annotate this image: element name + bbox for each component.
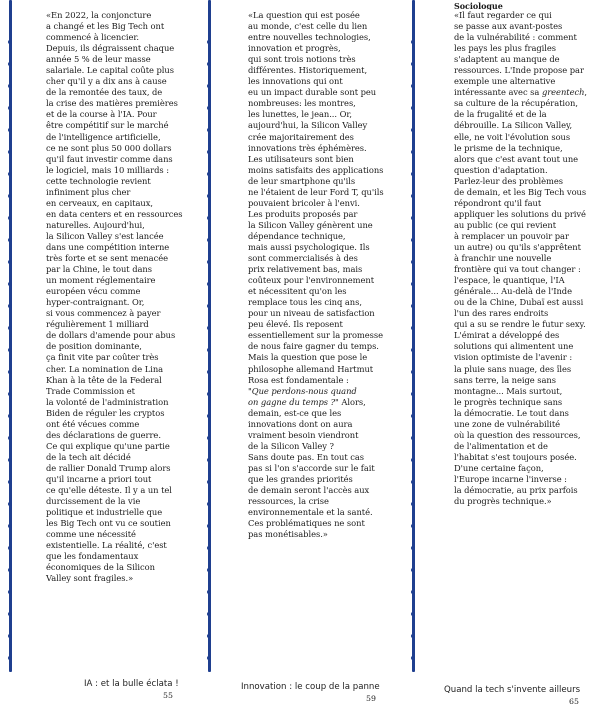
margin-dot bbox=[411, 568, 415, 572]
margin-dot bbox=[8, 590, 12, 594]
text-line: à franchir une nouvelle bbox=[454, 253, 552, 264]
margin-dot bbox=[8, 194, 12, 198]
text-line: le progrès technique sans bbox=[454, 396, 563, 407]
text-line: et de la course à l'IA. Pour bbox=[46, 109, 157, 120]
text-line: si vous commencez à payer bbox=[46, 308, 161, 319]
text-line: vision optimiste de l'avenir : bbox=[454, 352, 573, 363]
text-line: qu'il incarne a priori tout bbox=[46, 473, 152, 484]
text-line: pas si l'on s'accorde sur le fait bbox=[248, 462, 375, 473]
text-line: appliquer les solutions du privé bbox=[454, 208, 586, 219]
margin-dot bbox=[207, 458, 211, 462]
text-line: philosophe allemand Hartmut bbox=[248, 363, 374, 374]
margin-dot bbox=[207, 656, 211, 660]
text-line: prix relativement bas, mais bbox=[248, 264, 363, 275]
text-line: Trade Commission et bbox=[46, 385, 135, 396]
margin-dot bbox=[411, 62, 415, 66]
margin-dot bbox=[411, 304, 415, 308]
text-line: ressources. L'Inde propose par bbox=[454, 65, 584, 76]
margin-dot bbox=[8, 304, 12, 308]
article-column-2 bbox=[248, 10, 384, 540]
margin-dot bbox=[8, 568, 12, 572]
text-line: de l'alimentation et de bbox=[454, 440, 548, 451]
text-line: de dollars d'amende pour abus bbox=[46, 330, 176, 341]
margin-dot bbox=[207, 590, 211, 594]
text-line: crée majoritairement des bbox=[248, 131, 354, 142]
column-3-header-fragment: Sociologue bbox=[454, 1, 503, 10]
margin-dot bbox=[8, 370, 12, 374]
text-line: de demain, et les Big Tech vous bbox=[454, 186, 587, 197]
text-line: la volonté de l'administration bbox=[46, 396, 169, 407]
text-line: au monde, c'est celle du lien bbox=[248, 21, 368, 32]
margin-dot bbox=[8, 634, 12, 638]
text-line: le prisme de la technique, bbox=[454, 142, 563, 153]
text-line: l'habitat s'est toujours posée. bbox=[454, 451, 577, 462]
text-line: en data centers et en ressources bbox=[46, 208, 183, 219]
text-line: les lunettes, le jean... Or, bbox=[248, 109, 353, 120]
margin-dot bbox=[207, 634, 211, 638]
text-line: peu élevé. Ils reposent bbox=[248, 319, 343, 330]
text-line: des déclarations de guerre. bbox=[46, 429, 161, 440]
margin-dot bbox=[411, 40, 415, 44]
margin-dot bbox=[8, 150, 12, 154]
margin-dot bbox=[411, 392, 415, 396]
text-line: ce qu'elle déteste. Il y a un tel bbox=[46, 485, 172, 496]
text-line: Valley sont fragiles.» bbox=[46, 573, 134, 584]
text-line: se passe aux avant-postes bbox=[454, 21, 563, 32]
margin-dot bbox=[411, 260, 415, 264]
text-line: durcissement de la vie bbox=[46, 496, 141, 507]
text-line: le logiciel, mais 10 milliards : bbox=[46, 164, 170, 175]
text-line: innovations dont on aura bbox=[248, 418, 353, 429]
text-line: moins satisfaits des applications bbox=[248, 164, 384, 175]
text-line: exemple une alternative bbox=[454, 76, 556, 87]
text-line: et nécessitent qu'on les bbox=[248, 286, 347, 297]
margin-dot bbox=[207, 348, 211, 352]
text-line: de demain seront l'accès aux bbox=[248, 485, 370, 496]
text-line: qu'il faut investir comme dans bbox=[46, 153, 173, 164]
text-line: Sans doute pas. En tout cas bbox=[248, 451, 365, 462]
margin-dot bbox=[207, 546, 211, 550]
text-line: être compétitif sur le marché bbox=[46, 120, 169, 131]
text-line: les Big Tech ont vu ce soutien bbox=[46, 518, 171, 529]
margin-dot bbox=[8, 84, 12, 88]
margin-dot bbox=[8, 502, 12, 506]
text-line: de la vulnérabilité : comment bbox=[454, 32, 577, 43]
text-line: intéressante avec sa greentech, bbox=[454, 87, 588, 98]
text-line: ont été vécues comme bbox=[46, 418, 140, 429]
text-line: vraiment besoin viendront bbox=[248, 429, 359, 440]
margin-dot bbox=[411, 546, 415, 550]
margin-dot bbox=[8, 656, 12, 660]
text-line: coûteux pour l'environnement bbox=[248, 275, 375, 286]
margin-dot bbox=[411, 656, 415, 660]
text-line: s'adaptent au manque de bbox=[454, 54, 560, 65]
text-line: de leur smartphone qu'ils bbox=[248, 175, 356, 186]
text-line: Parlez-leur des problèmes bbox=[454, 175, 564, 186]
margin-dot bbox=[411, 524, 415, 528]
margin-dot bbox=[8, 238, 12, 242]
text-line: «La question qui est posée bbox=[248, 10, 360, 20]
text-line: eu un impact durable sont peu bbox=[248, 87, 377, 98]
text-line: par la Chine, le tout dans bbox=[46, 264, 152, 275]
text-line: un autre) ou qu'ils s'apprêtent bbox=[454, 241, 581, 252]
text-line: la Silicon Valley génèrent une bbox=[248, 219, 373, 230]
text-line: de position dominante, bbox=[46, 341, 142, 352]
text-line: Ces problématiques ne sont bbox=[248, 518, 365, 529]
text-line: mais aussi psychologique. Ils bbox=[248, 241, 370, 252]
margin-dot bbox=[8, 414, 12, 418]
margin-dot bbox=[207, 172, 211, 176]
margin-dot bbox=[8, 282, 12, 286]
text-line: du progrès technique.» bbox=[454, 496, 552, 507]
text-line: de la frugalité et de la bbox=[454, 109, 547, 120]
text-line: innovation et progrès, bbox=[248, 43, 341, 54]
margin-dot bbox=[411, 172, 415, 176]
text-line: solutions qui alimentent une bbox=[454, 341, 574, 352]
margin-dot bbox=[207, 150, 211, 154]
margin-dot bbox=[207, 40, 211, 44]
text-line: année 5 % de leur masse bbox=[46, 54, 151, 65]
margin-dot bbox=[8, 62, 12, 66]
margin-dot bbox=[207, 436, 211, 440]
text-line: dépendance technique, bbox=[248, 230, 346, 241]
text-line: ou de la Chine, Dubaï est aussi bbox=[454, 297, 584, 308]
margin-dot bbox=[8, 392, 12, 396]
margin-dot bbox=[411, 216, 415, 220]
margin-dot bbox=[207, 84, 211, 88]
text-line: la démocratie. Le tout dans bbox=[454, 407, 569, 418]
text-line: demain, est-ce que les bbox=[248, 407, 342, 418]
text-line: cher qu'il y a dix ans à cause bbox=[46, 76, 167, 87]
text-line: Les utilisateurs sont bien bbox=[248, 153, 354, 164]
footer-title-2[interactable]: Innovation : le coup de la panne bbox=[241, 682, 380, 692]
text-line: de la Silicon Valley ? bbox=[248, 440, 334, 451]
text-line: l'espace, le quantique, l'IA bbox=[454, 275, 565, 286]
text-line: de l'intelligence artificielle, bbox=[46, 131, 161, 142]
margin-dot bbox=[8, 128, 12, 132]
text-line: de la remontée des taux, de bbox=[46, 87, 163, 98]
text-line: débrouille. La Silicon Valley, bbox=[454, 120, 573, 131]
margin-dot bbox=[411, 128, 415, 132]
text-line: européen vécu comme bbox=[46, 286, 141, 297]
text-line: question d'adaptation. bbox=[454, 164, 548, 175]
margin-dot bbox=[411, 436, 415, 440]
margin-dot bbox=[411, 238, 415, 242]
text-line: que les grandes priorités bbox=[248, 473, 353, 484]
text-line: salariale. Le capital coûte plus bbox=[46, 65, 174, 76]
margin-dot bbox=[207, 62, 211, 66]
text-line: existentielle. La réalité, c'est bbox=[46, 540, 167, 551]
margin-dot bbox=[8, 612, 12, 616]
text-line: environnementale et la santé. bbox=[248, 507, 373, 518]
footer-page-1: 55 bbox=[163, 691, 173, 700]
text-line: différentes. Historiquement, bbox=[248, 65, 368, 76]
margin-dot bbox=[8, 106, 12, 110]
margin-dot bbox=[8, 524, 12, 528]
text-line: la crise des matières premières bbox=[46, 98, 178, 109]
text-line: régulièrement 1 milliard bbox=[46, 319, 149, 330]
text-line: innovations très éphémères. bbox=[248, 142, 367, 153]
text-line: L'émirat a développé des bbox=[454, 330, 560, 341]
margin-dot bbox=[8, 326, 12, 330]
text-line: a changé et les Big Tech ont bbox=[46, 21, 165, 32]
text-line: que les fondamentaux bbox=[46, 551, 139, 562]
text-line: en cerveaux, en capitaux, bbox=[46, 197, 154, 208]
text-line: une zone de vulnérabilité bbox=[454, 418, 561, 429]
margin-dot bbox=[207, 216, 211, 220]
margin-dot bbox=[411, 480, 415, 484]
text-line: la pluie sans nuage, des îles bbox=[454, 363, 572, 374]
text-line: sa culture de la récupération, bbox=[454, 98, 578, 109]
footer-page-2: 59 bbox=[366, 694, 376, 703]
text-line: on gagne du temps ?" Alors, bbox=[248, 396, 366, 407]
text-line: la Silicon Valley s'est lancée bbox=[46, 230, 164, 241]
article-column-1 bbox=[46, 10, 183, 584]
text-line: pouvaient bricoler à l'envi. bbox=[248, 197, 360, 208]
text-line: un moment réglementaire bbox=[46, 275, 156, 286]
footer-page-3: 65 bbox=[569, 697, 579, 706]
margin-dot bbox=[207, 282, 211, 286]
text-line: qui sont trois notions très bbox=[248, 54, 356, 65]
margin-dot bbox=[411, 282, 415, 286]
margin-dot bbox=[207, 524, 211, 528]
text-line: ce ne sont plus 50 000 dollars bbox=[46, 142, 172, 153]
text-line: Les produits proposés par bbox=[248, 208, 358, 219]
margin-dot bbox=[207, 106, 211, 110]
text-line: comme une nécessité bbox=[46, 529, 136, 540]
footer-title-3[interactable]: Quand la tech s'invente ailleurs bbox=[444, 685, 581, 695]
text-line: économiques de la Silicon bbox=[46, 562, 155, 573]
text-line: infiniment plus cher bbox=[46, 186, 131, 197]
text-line: au public (ce qui revient bbox=[454, 219, 556, 230]
text-line: ça finit vite par coûter très bbox=[46, 352, 159, 363]
text-line: «Il faut regarder ce qui bbox=[454, 10, 552, 20]
margin-dot bbox=[411, 84, 415, 88]
text-line: ne l'étaient de leur Ford T, qu'ils bbox=[248, 186, 384, 197]
text-line: Biden de réguler les cryptos bbox=[46, 407, 165, 418]
margin-dot bbox=[207, 304, 211, 308]
margin-dot bbox=[207, 194, 211, 198]
margin-dot bbox=[8, 172, 12, 176]
margin-dot bbox=[207, 480, 211, 484]
margin-dot bbox=[8, 436, 12, 440]
text-line: de nous faire gagner du temps. bbox=[248, 341, 379, 352]
margin-dot bbox=[8, 216, 12, 220]
text-line: aujourd'hui, la Silicon Valley bbox=[248, 120, 368, 131]
margin-dot bbox=[411, 326, 415, 330]
margin-dot bbox=[411, 634, 415, 638]
margin-dot bbox=[207, 238, 211, 242]
text-line: essentiellement sur la promesse bbox=[248, 330, 384, 341]
text-line: qui a su se rendre le futur sexy. bbox=[454, 319, 586, 330]
text-line: de rallier Donald Trump alors bbox=[46, 462, 171, 473]
text-line: remplace tous les cinq ans, bbox=[248, 297, 362, 308]
margin-dot bbox=[8, 458, 12, 462]
text-line: "Que perdons-nous quand bbox=[248, 385, 357, 396]
text-line: très forte et se sent menacée bbox=[46, 253, 168, 264]
text-line: entre nouvelles technologies, bbox=[248, 32, 371, 43]
text-line: Ce qui explique qu'une partie bbox=[46, 440, 170, 451]
text-line: montagne... Mais surtout, bbox=[454, 385, 563, 396]
margin-dot bbox=[411, 370, 415, 374]
text-line: nombreuses: les montres, bbox=[248, 98, 356, 109]
margin-dot bbox=[207, 326, 211, 330]
text-line: pour un niveau de satisfaction bbox=[248, 308, 375, 319]
margin-dot bbox=[207, 612, 211, 616]
margin-dot bbox=[207, 568, 211, 572]
text-line: commencé à licencier. bbox=[46, 32, 139, 43]
text-line: où la question des ressources, bbox=[454, 429, 581, 440]
text-line: «En 2022, la conjoncture bbox=[46, 10, 152, 20]
footer-title-1[interactable]: IA : et la bulle éclata ! bbox=[84, 679, 179, 689]
margin-dot bbox=[8, 348, 12, 352]
text-line: alors que c'est avant tout une bbox=[454, 153, 579, 164]
text-line: Mais la question que pose le bbox=[248, 352, 368, 363]
margin-dot bbox=[207, 128, 211, 132]
margin-dot bbox=[411, 150, 415, 154]
text-line: à remplacer un pouvoir par bbox=[454, 230, 569, 241]
text-line: les pays les plus fragiles bbox=[454, 43, 557, 54]
margin-dot bbox=[411, 502, 415, 506]
text-line: ressources, la crise bbox=[248, 496, 329, 507]
margin-dot bbox=[207, 260, 211, 264]
margin-dot bbox=[411, 194, 415, 198]
margin-dot bbox=[207, 414, 211, 418]
text-line: répondront qu'il faut bbox=[454, 197, 542, 208]
margin-dot bbox=[411, 414, 415, 418]
margin-dot bbox=[411, 348, 415, 352]
margin-dot bbox=[411, 612, 415, 616]
text-line: pas monétisables.» bbox=[248, 529, 328, 540]
text-line: D'une certaine façon, bbox=[454, 462, 544, 473]
margin-dot bbox=[8, 260, 12, 264]
text-line: cher. La nomination de Lina bbox=[46, 363, 164, 374]
margin-dot bbox=[8, 546, 12, 550]
text-line: l'Europe incarne l'inverse : bbox=[454, 473, 567, 484]
article-column-3 bbox=[454, 1, 588, 507]
margin-dot bbox=[207, 370, 211, 374]
margin-dot bbox=[207, 392, 211, 396]
text-line: les innovations qui ont bbox=[248, 76, 343, 87]
text-line: de la tech ait décidé bbox=[46, 451, 131, 462]
margin-dot bbox=[8, 480, 12, 484]
text-line: l'un des rares endroits bbox=[454, 308, 549, 319]
margin-dot bbox=[8, 40, 12, 44]
margin-dot bbox=[207, 502, 211, 506]
text-line: Khan à la tête de la Federal bbox=[46, 374, 162, 385]
text-line: Depuis, ils dégraissent chaque bbox=[46, 43, 175, 54]
margin-dot bbox=[411, 590, 415, 594]
text-line: cette technologie revient bbox=[46, 175, 151, 186]
text-line: frontière qui va tout changer : bbox=[454, 264, 581, 275]
margin-dot bbox=[411, 106, 415, 110]
text-line: dans une compétition interne bbox=[46, 241, 170, 252]
text-line: elle, ne voit l'évolution sous bbox=[454, 131, 571, 142]
text-line: naturelles. Aujourd'hui, bbox=[46, 219, 145, 230]
text-line: la démocratie, au prix parfois bbox=[454, 485, 578, 496]
text-line: sans terre, la neige sans bbox=[454, 374, 556, 385]
margin-dot bbox=[411, 458, 415, 462]
text-line: politique et industrielle que bbox=[46, 507, 163, 518]
text-line: sont commercialisés à des bbox=[248, 253, 358, 264]
text-line: générale... Au-delà de l'Inde bbox=[454, 286, 572, 297]
text-line: hyper-contraignant. Or, bbox=[46, 297, 145, 308]
text-line: Rosa est fondamentale : bbox=[248, 374, 349, 385]
